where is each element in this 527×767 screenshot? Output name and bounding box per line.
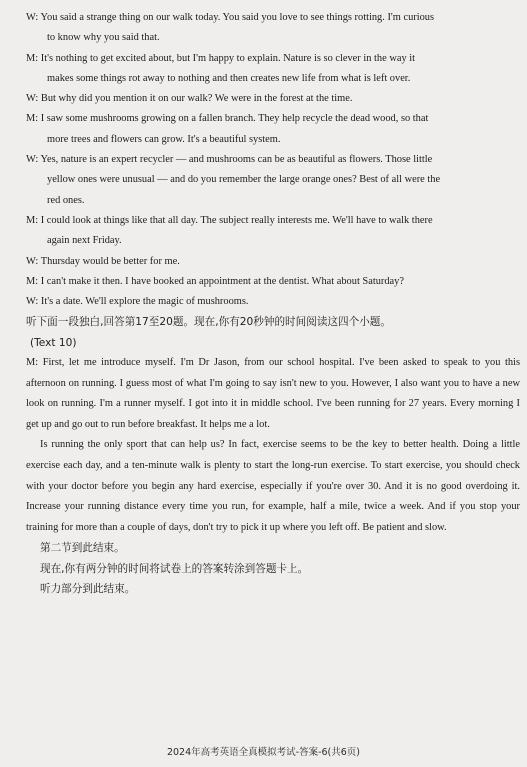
dialogue-text: But why did you mention it on our walk? We were in the forest at the time. (40, 93, 353, 105)
dialogue-continuation: makes some things rot away to nothing and then creates new life from what is left over. (47, 72, 411, 84)
dialogue-line (26, 109, 520, 150)
text-label: (Text 10) (30, 336, 77, 349)
speaker-label: W: (26, 255, 39, 267)
dialogue-text: It's a date. We'll explore the magic of mushrooms. (40, 296, 249, 308)
dialogue-line (26, 252, 520, 272)
dialogue-text: You said a strange thing on our walk today. You said you love to see things rotting. I'm curious (40, 12, 435, 23)
dialogue-line (26, 89, 520, 109)
dialogue-text: It's nothing to get excited about, but I'm happy to explain. Nature is so clever in the way it (40, 52, 416, 64)
closing-line: 第二节到此结束。 (40, 542, 125, 555)
dialogue-line (26, 292, 520, 312)
speaker-label: W: (26, 296, 39, 308)
dialogue-text: I saw some mushrooms growing on a fallen branch. They help recycle the dead wood, so that (40, 113, 429, 125)
page-footer: 2024年高考英语全真模拟考试-答案-6(共6页) (166, 747, 361, 758)
dialogue-continuation: yellow ones were unusual — and do you remember the large orange ones? Best of all were the (47, 174, 441, 186)
speaker-label: M: (26, 113, 39, 125)
dialogue-line (26, 49, 520, 90)
closing-line: 听力部分到此结束。 (40, 582, 136, 595)
dialogue-line (26, 8, 520, 49)
dialogue-line (26, 272, 520, 292)
dialogue-text: I can't make it then. I have booked an appointment at the dentist. What about Saturday? (40, 275, 404, 287)
dialogue-continuation: more trees and flowers can grow. It's a beautiful system. (47, 133, 281, 145)
monologue-paragraph: M: First, let me introduce myself. I'm Dr Jason, from our school hospital. I've been asked to speak to you this afternoon on running. I guess most of what I'm going to say isn't new to you. However, I also want you to have a new look on running. I'm a runner myself. I got into it in middle school. I've been running for 27 years. Every morning I get up and go out to run before breakfast. It helps me a lot. (26, 357, 520, 430)
dialogue-continuation: to know why you said that. (47, 32, 160, 44)
listening-transcript (26, 8, 520, 599)
speaker-label: M: (26, 275, 39, 287)
dialogue-continuation: red ones. (47, 194, 85, 206)
dialogue-text: Yes, nature is an expert recycler — and mushrooms can be as beautiful as flowers. Those little (40, 154, 433, 166)
dialogue-text: Thursday would be better for me. (40, 255, 180, 267)
closing-line: 现在,你有两分钟的时间将试卷上的答案转涂到答题卡上。 (40, 562, 309, 575)
speaker-label: M: (26, 214, 39, 226)
dialogue-line (26, 211, 520, 252)
speaker-label: M: (26, 52, 39, 64)
section-instruction: 听下面一段独白,回答第17至20题。现在,你有20秒钟的时间阅读这四个小题。 (26, 316, 391, 329)
dialogue-line (26, 150, 520, 211)
dialogue-continuation: again next Friday. (47, 235, 122, 247)
speaker-label: W: (26, 93, 39, 105)
dialogue-text: I could look at things like that all day. The subject really interests me. We'll have to walk there (40, 214, 433, 226)
monologue-paragraph: Is running the only sport that can help us? In fact, exercise seems to be the key to better health. Doing a little exercise each day, and a ten-minute walk is plenty to start the long-run exercise. To start exercise, you should check with your doctor before you begin any hard exercise, especially if you're over 30. And it is no good overdoing it. Increase your running distance every time you run, for example, half a mile, twice a week. And if you stop your training for more than a couple of days, don't try to pick it up where you left off. Be patient and slow. (26, 439, 520, 533)
speaker-label: W: (26, 12, 39, 23)
speaker-label: W: (26, 154, 39, 166)
